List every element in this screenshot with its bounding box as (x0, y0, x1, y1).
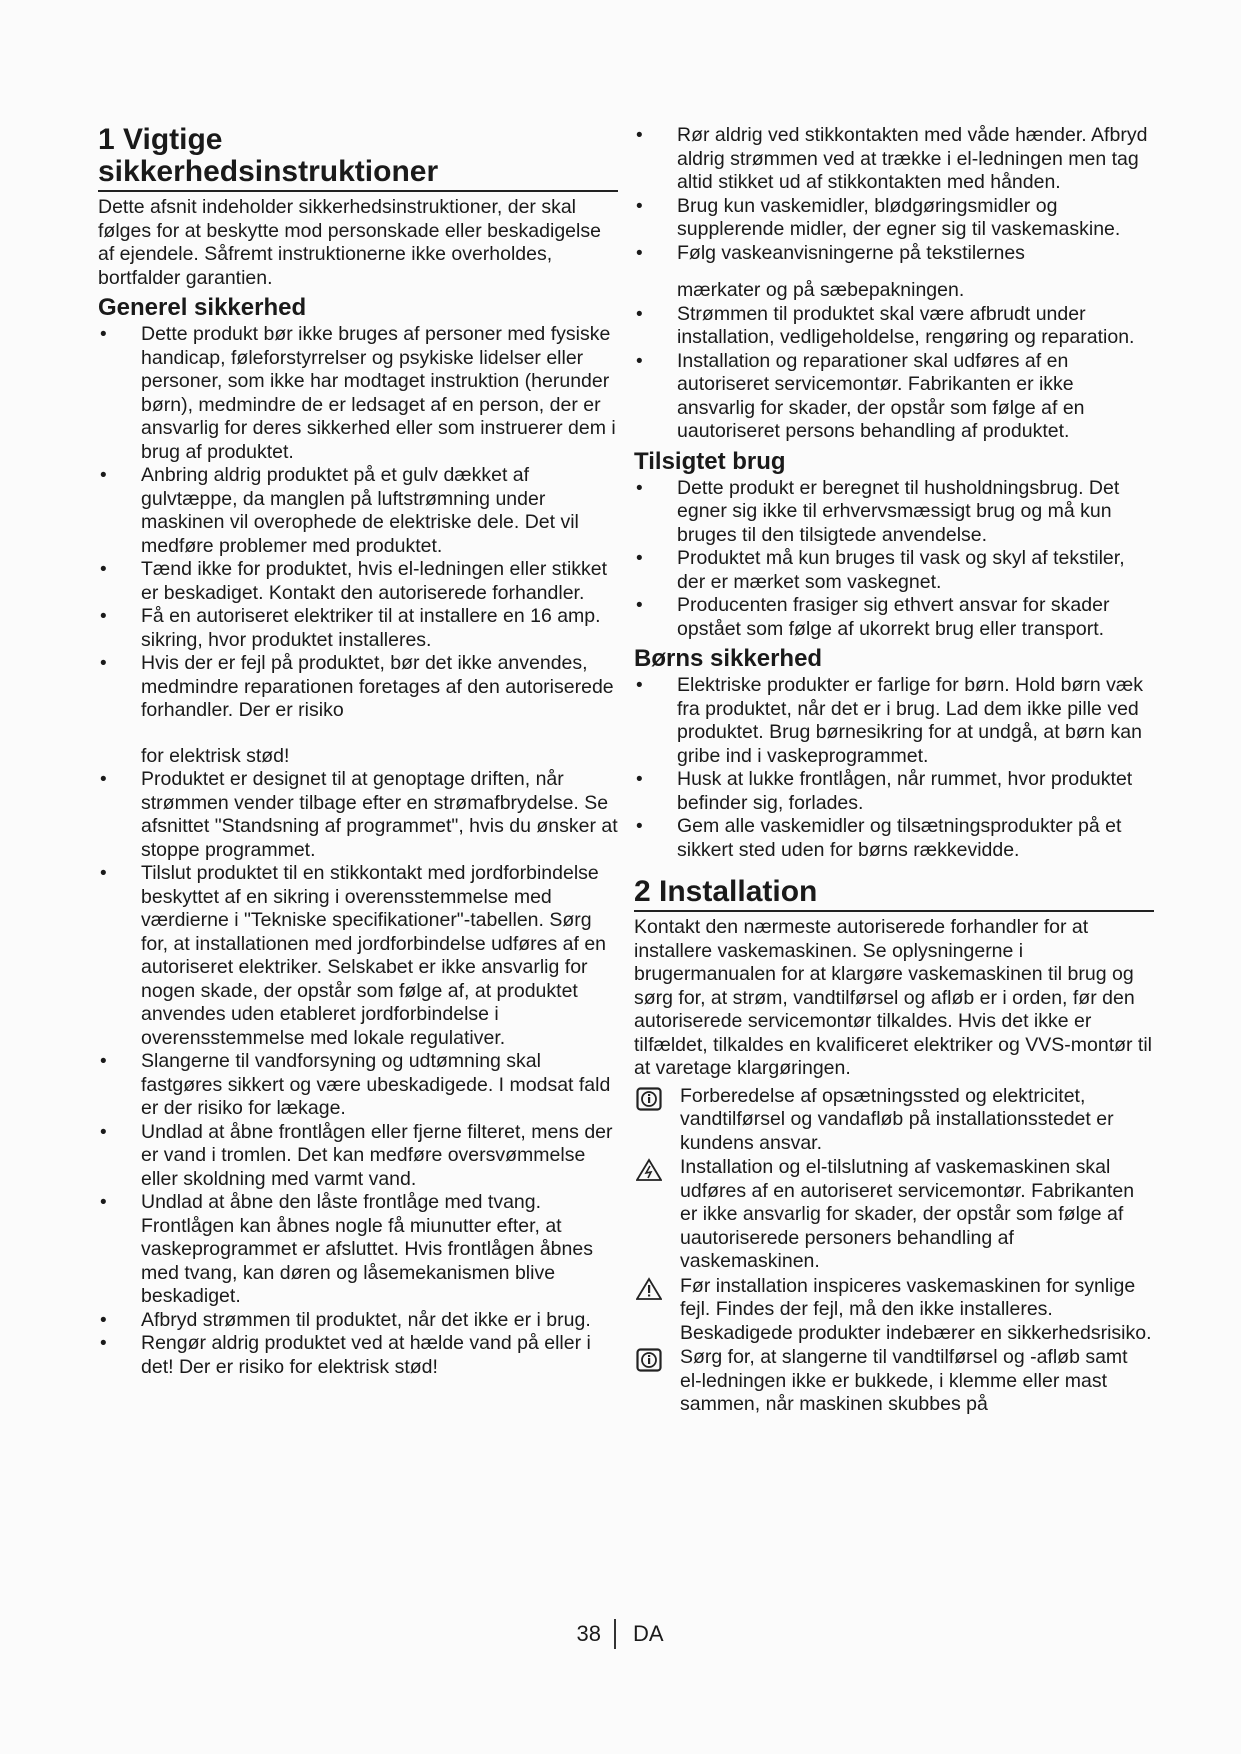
note-item: Installation og el-tilslutning af vaskemaskinen skal udføres af en autoriseret servicemontør. Fabrikanten er ikke ansvarlig for skader, der opstår som følge af uautoriserede personers behandling af vaskemaskinen. (634, 1156, 1154, 1274)
list-item: • Dette produkt bør ikke bruges af personer med fysiske handicap, føleforstyrrelser og psykiske lidelser eller personer, som ikke har modtaget instruktion (herunder børn), medmindre de er ledsaget af en person, der er ansvarlig for deres sikkerhed eller som instruerer dem i brug af produktet. (100, 323, 616, 463)
list-item: • Rengør aldrig produktet ved at hælde vand på eller i det! Der er risiko for elektrisk stød! (100, 1332, 591, 1378)
list-item: • Brug kun vaskemidler, blødgøringsmidler og supplerende midler, der egner sig til vaskemaskine. (636, 194, 1121, 240)
title-line-1: 1 Vigtige (98, 123, 223, 156)
right-column (634, 124, 1154, 1418)
list-item: • Anbring aldrig produktet på et gulv dækket af gulvtæppe, da manglen på luftstrømning under maskinen vil overophede de elektriske dele. Det vil medføre problemer med produktet. (100, 464, 579, 557)
language-code: DA (633, 1621, 664, 1646)
list-item: • Følg vaskeanvisningerne på tekstilernes (636, 241, 1025, 264)
list-item: • Dette produkt er beregnet til husholdningsbrug. Det egner sig ikke til erhvervsmæssigt brug og må kun bruges til den tilsigtede anvendelse. (636, 476, 1120, 546)
installation-notes (634, 1085, 1154, 1417)
list-item: • Undlad at åbne frontlågen eller fjerne filteret, mens der er vand i tromlen. Det kan medføre oversvømmelse eller skoldning med varmt vand. (100, 1120, 613, 1190)
heading-children-safety: Børns sikkerhed (634, 645, 823, 672)
title-line-2: sikkerhedsinstruktioner (98, 155, 439, 188)
page-number: 38 (576, 1621, 601, 1646)
footer-divider (614, 1619, 616, 1649)
list-item: • Hvis der er fejl på produktet, bør det ikke anvendes, medmindre reparationen foretages af den autoriserede forhandler. Der er risiko (100, 652, 614, 721)
warning-icon (636, 1277, 662, 1301)
heading-general-safety: Generel sikkerhed (98, 294, 307, 321)
warning-icon (636, 1158, 662, 1182)
info-icon (636, 1087, 662, 1111)
general-safety-list (98, 323, 618, 1379)
list-item: • Slangerne til vandforsyning og udtømning skal fastgøres sikkert og være ubeskadigede. I modsat fald er der risiko for lækage. (100, 1050, 611, 1119)
note-item: Forberedelse af opsætningssted og elektricitet, vandtilførsel og vandafløb på installationsstedet er kundens ansvar. (634, 1085, 1154, 1156)
left-column (98, 124, 618, 1379)
list-item: • Husk at lukke frontlågen, når rummet, hvor produktet befinder sig, forlades. (636, 768, 1133, 814)
list-item: • Producenten frasiger sig ethvert ansvar for skader opstået som følge af ukorrekt brug eller transport. (636, 594, 1110, 640)
info-icon (636, 1348, 662, 1372)
list-item: • Produktet er designet til at genoptage driften, når strømmen vender tilbage efter en strømafbrydelse. Se afsnittet "Standsning af programmet", hvis du ønsker at stoppe programmet. (100, 768, 618, 861)
note-item: Sørg for, at slangerne til vandtilførsel og -afløb samt el-ledningen ikke er bukkede, i klemme eller mast sammen, når maskinen skubbes på (634, 1346, 1154, 1417)
list-item: • Undlad at åbne den låste frontlåge med tvang. Frontlågen kan åbnes nogle få miunutter efter, at vaskeprogrammet er afsluttet. Hvis frontlågen åbnes med tvang, kan døren og låsemekanismen blive beskadiget. (100, 1191, 593, 1307)
general-safety-list-cont (634, 124, 1154, 444)
list-item: • Elektriske produkter er farlige for børn. Hold børn væk fra produktet, når det er i brug. Lad dem ikke pille ved produktet. Brug børnesikring for at undgå, at børn kan gribe ind i vaskeprogrammet. (636, 674, 1144, 767)
section-title-installation (634, 876, 1154, 912)
children-safety-list (634, 674, 1154, 862)
continuation-line: for elektrisk stød! (141, 744, 290, 767)
list-item: • Tænd ikke for produktet, hvis el-ledningen eller stikket er beskadiget. Kontakt den autoriserede forhandler. (100, 558, 608, 604)
installation-intro: Kontakt den nærmeste autoriserede forhandler for at installere vaskemaskinen. Se oplysningerne i brugermanualen for at klargøre vaskemaskinen til brug og sørg for, at strøm, vandtilførsel og afløb er i orden, før den autoriserede servicemontør tilkaldes. Hvis det ikke er tilfældet, tilkaldes en kvalificeret elektriker og VVS-montør til at varetage klargøringen. (634, 916, 1153, 1079)
section-title-safety (98, 124, 618, 192)
continuation-line: mærkater og på sæbepakningen. (677, 279, 965, 301)
intended-use-list (634, 477, 1154, 642)
list-item: • Produktet må kun bruges til vask og skyl af tekstiler, der er mærket som vaskegnet. (636, 547, 1125, 593)
heading-intended-use: Tilsigtet brug (634, 447, 786, 475)
list-item: • Strømmen til produktet skal være afbrudt under installation, vedligeholdelse, rengøring og reparation. (636, 302, 1135, 348)
installation-title-text: 2 Installation (634, 875, 818, 908)
page-footer (0, 1621, 1241, 1651)
list-item: • Rør aldrig ved stikkontakten med våde hænder. Afbryd aldrig strømmen ved at trække i el-ledningen men tag altid stikket ud af stikkontakten med hånden. (636, 124, 1148, 193)
list-item: • Gem alle vaskemidler og tilsætningsprodukter på et sikkert sted uden for børns rækkevidde. (636, 815, 1122, 861)
list-item: • Afbryd strømmen til produktet, når det ikke er i brug. (100, 1308, 591, 1331)
note-item: Før installation inspiceres vaskemaskinen for synlige fejl. Findes der fejl, må den ikke installeres. Beskadigede produkter indebærer en sikkerhedsrisiko. (634, 1275, 1154, 1346)
list-item: • Få en autoriseret elektriker til at installere en 16 amp. sikring, hvor produktet installeres. (100, 605, 601, 651)
list-item: • Tilslut produktet til en stikkontakt med jordforbindelse beskyttet af en sikring i overensstemmelse med værdierne i "Tekniske specifikationer"-tabellen. Sørg for, at installationen med jordforbindelse udføres af en autoriseret elektriker. Selskabet er ikke ansvarlig for nogen skade, der opstår som følge af, at produktet anvendes uden etableret jordforbindelse i overensstemmelse med lokale regulativer. (100, 862, 607, 1049)
list-item: • Installation og reparationer skal udføres af en autoriseret servicemontør. Fabrikanten er ikke ansvarlig for skader, der opstår som følge af en uautoriseret persons behandling af produktet. (636, 349, 1085, 442)
safety-intro: Dette afsnit indeholder sikkerhedsinstruktioner, der skal følges for at beskytte mod personskade eller beskadigelse af ejendele. Såfremt instruktionerne ikke overholdes, bortfalder garantien. (98, 196, 601, 289)
